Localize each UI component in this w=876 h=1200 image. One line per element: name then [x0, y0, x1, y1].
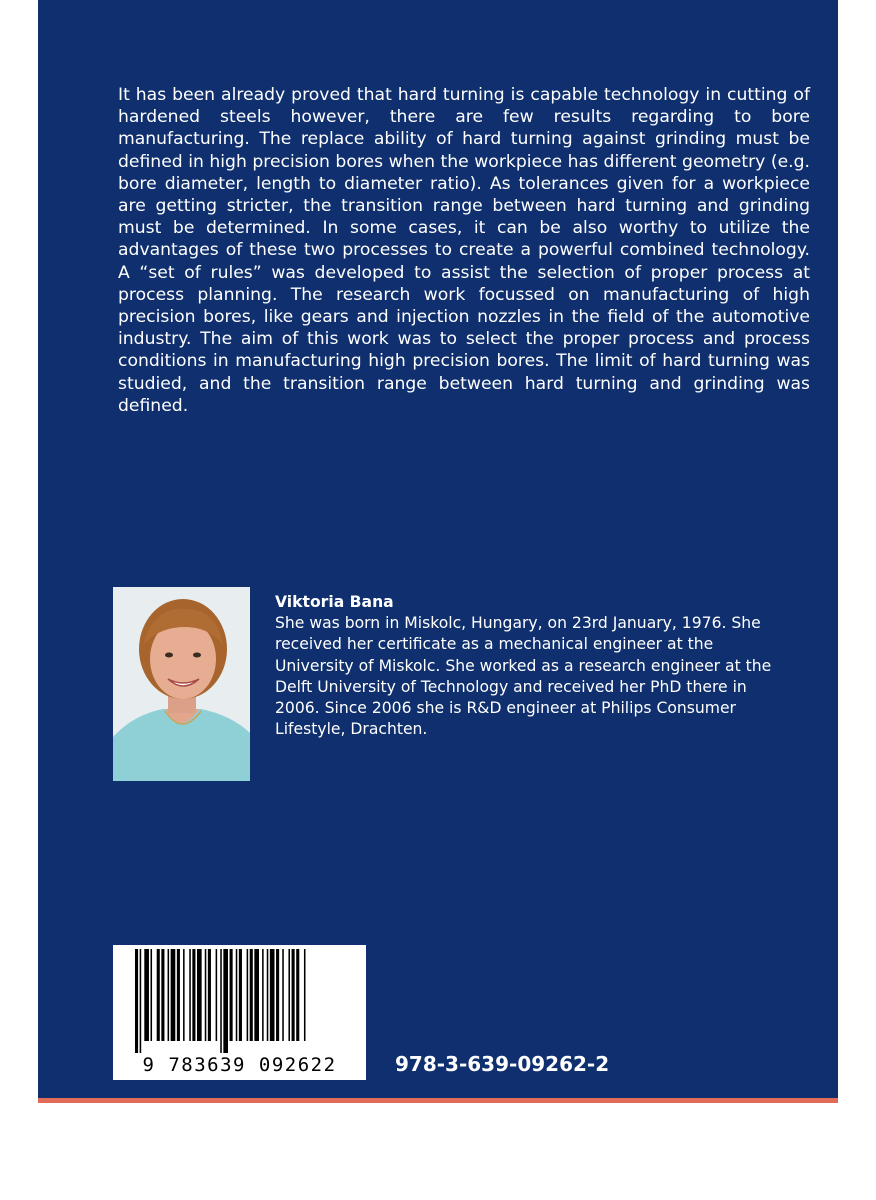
barcode-bar [250, 949, 253, 1041]
barcode-bar [161, 949, 164, 1041]
barcode-bar [267, 949, 269, 1041]
barcode-bar [282, 949, 284, 1041]
author-bio: She was born in Miskolc, Hungary, on 23rd January, 1976. She received her certificate as a mechanical engineer at the University of Miskolc. She worked as a research engineer at the Delft University of Technology and received her PhD there in 2006. Since 2006 she is R&D engineer at Philips Consumer Lifestyle, Drachten. [275, 614, 772, 739]
isbn-barcode [113, 945, 366, 1080]
author-name: Viktoria Bana [275, 593, 394, 611]
author-info [275, 592, 780, 740]
barcode-bar [140, 949, 142, 1053]
author-portrait-image [113, 587, 250, 781]
back-cover [38, 0, 838, 1098]
bottom-accent-stripe [38, 1098, 838, 1103]
barcode-bar [292, 949, 295, 1041]
barcode-bar [189, 949, 191, 1041]
barcode-bar [151, 949, 153, 1041]
barcode-bar [135, 949, 138, 1053]
barcode-bar [223, 949, 228, 1053]
book-blurb: It has been already proved that hard turning is capable technology in cutting of hardened steels however, there are few results regarding to bore manufacturing. The replace ability of hard turning against grinding must be defined in high precision bores when the workpiece has different geometry (e.g. bore diameter, length to diameter ratio). As tolerances given for a workpiece are getting stricter, the transition range between hard turning and grinding must be determined. In some cases, it can be also worthy to utilize the advantages of these two processes to create a powerful combined technology. A “set of rules” was developed to assist the selection of proper process at process planning. The research work focussed on manufacturing of high precision bores, like gears and injection nozzles in the field of the automotive industry. The aim of this work was to select the proper process and process conditions in manufacturing high precision bores. The limit of hard turning was studied, and the transition range between hard turning and grinding was defined. [118, 85, 810, 416]
isbn-number: 978-3-639-09262-2 [395, 1052, 610, 1076]
barcode-bar [216, 949, 218, 1041]
barcode-bar [270, 949, 275, 1041]
barcode-bar [296, 949, 299, 1041]
barcode-bar [197, 949, 202, 1041]
barcode-bar [239, 949, 242, 1041]
barcode-bar [220, 949, 222, 1053]
barcode-bar [230, 949, 233, 1041]
barcode-bar [236, 949, 238, 1041]
barcode-bar [183, 949, 185, 1041]
barcode-bar [157, 949, 160, 1041]
barcode-bar [177, 949, 180, 1041]
barcode-bar [288, 949, 290, 1041]
author-photo [113, 587, 250, 781]
barcode-bar [171, 949, 176, 1041]
barcode-bar [144, 949, 149, 1041]
barcode-bar [304, 949, 306, 1041]
barcode-bar [168, 949, 170, 1041]
barcode-bar [276, 949, 279, 1041]
barcode-bar [254, 949, 259, 1041]
barcode-bar [205, 949, 207, 1041]
barcode-bar [192, 949, 195, 1041]
barcode-bars [113, 949, 366, 1059]
barcode-bar [262, 949, 264, 1041]
barcode-bar [247, 949, 249, 1041]
barcode-digits: 9 783639 092622 [142, 1054, 337, 1076]
barcode-bar [208, 949, 211, 1041]
